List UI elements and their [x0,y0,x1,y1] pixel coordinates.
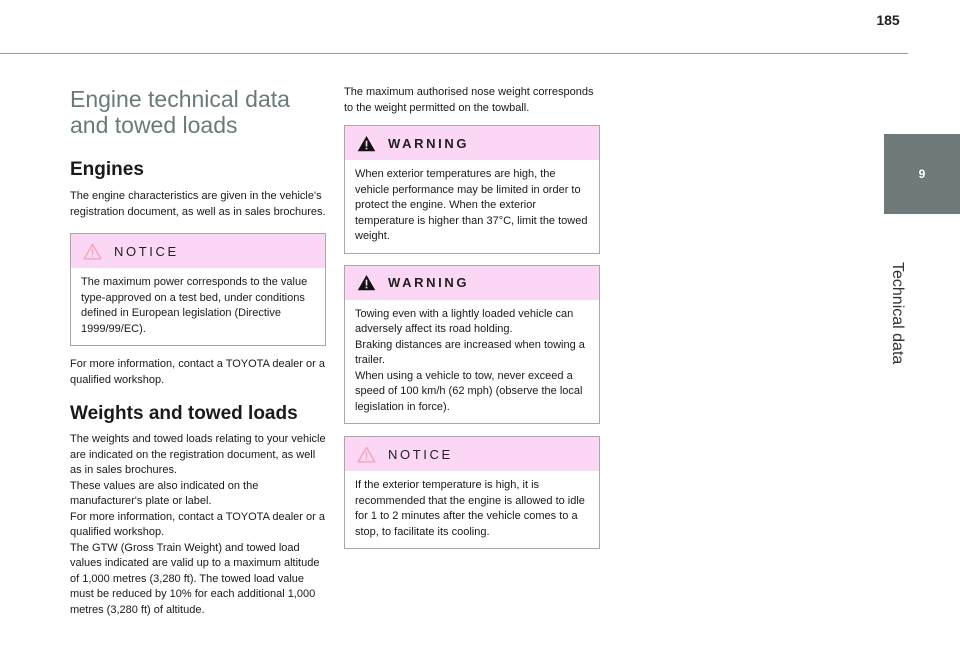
warning-label: WARNING [388,135,470,151]
notice-header [71,234,325,268]
warning-triangle-icon [357,135,376,152]
page-number: 185 [876,12,900,28]
warning-text: When exterior temperatures are high, the vehicle performance may be limited in order to protect the engine. When the exterior temperature is higher than 37°C, limit the towed weight. [355,168,588,242]
nose-weight-text: The maximum authorised nose weight corresponds to the weight permitted on the towball. [344,86,594,114]
notice-label: NOTICE [388,446,453,462]
engines-heading: Engines [70,159,144,180]
notice-label: NOTICE [114,243,179,259]
left-column [70,86,326,618]
notice-box-cooling [344,436,600,549]
more-info-text: For more information, contact a TOYOTA dealer or a qualified workshop. [70,358,325,386]
warning-box-towing [344,265,600,425]
weights-heading: Weights and towed loads [70,403,298,424]
engines-text: The engine characteristics are given in the vehicle's registration document, as well as in sales brochures. [70,190,326,218]
notice-header [345,437,599,471]
warning-text: Towing even with a lightly loaded vehicle can adversely affect its road holding. Braking distances are increased when towing a trailer. When using a vehicle to tow, never exceed a speed of 100 km/h (62 mph) (observe the local legislation in force). [355,307,585,413]
notice-box [70,233,326,346]
warning-label: WARNING [388,275,470,290]
warning-header [345,126,599,160]
weights-text: The weights and towed loads relating to your vehicle are indicated on the registration document, as well as in sales brochures. These values are also indicated on the manufacturer's plate or label. For more information, contact a TOYOTA dealer or a qualified workshop. The GTW (Gross Train Weight) and towed load values indicated are valid up to a maximum altitude of 1,000 metres (3,280 ft). The towed load value must be reduced by 10% for each additional 1,000 metres (3,280 ft) of altitude. [70,433,326,616]
page-title: Engine technical data and towed loads [70,86,290,138]
notice-triangle-icon [83,243,102,260]
warning-triangle-icon [357,274,376,291]
chapter-title: Technical data [889,262,906,365]
chapter-tab[interactable] [884,134,960,214]
middle-column [344,86,600,549]
notice-text: If the exterior temperature is high, it is recommended that the engine is allowed to idle for 1 to 2 minutes after the vehicle comes to a stop, to facilitate its cooling. [355,479,585,538]
notice-triangle-icon [357,446,376,463]
warning-header [345,266,599,300]
warning-box-temperature [344,125,600,254]
notice-text: The maximum power corresponds to the value type-approved on a test bed, under conditions defined in European legislation (Directive 1999/99/EC). [81,276,308,335]
chapter-number: 9 [918,167,926,181]
header-rule [0,53,908,54]
